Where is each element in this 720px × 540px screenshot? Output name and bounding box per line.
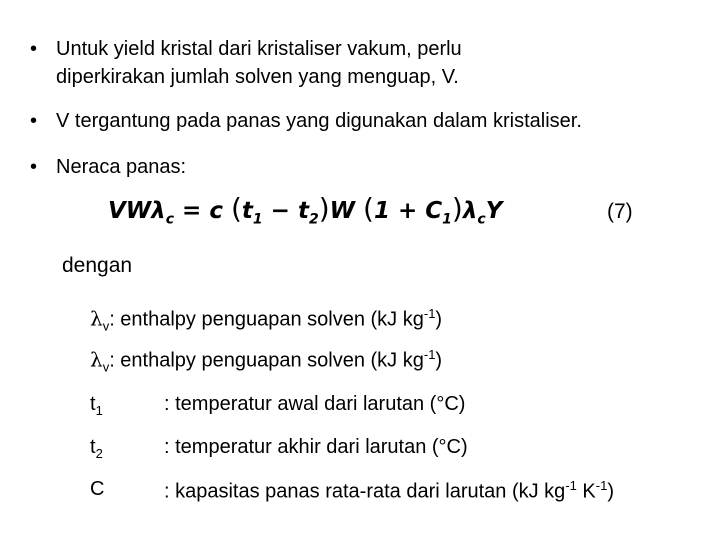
eq-w: W bbox=[329, 198, 356, 224]
definition-text: : enthalpy penguapan solven (kJ kg bbox=[109, 308, 424, 331]
eq-minus: − bbox=[262, 198, 298, 224]
equation-number: (7) bbox=[607, 200, 633, 223]
eq-paren-close: ) bbox=[318, 192, 330, 225]
definition-tail: ) bbox=[435, 308, 443, 331]
eq-t1-sub: 1 bbox=[252, 211, 263, 228]
eq-lambda: λ bbox=[462, 198, 478, 224]
definition-text: : temperatur awal dari larutan (°C) bbox=[164, 393, 466, 415]
heat-balance-equation bbox=[108, 192, 502, 228]
eq-lhs-sub: c bbox=[165, 211, 175, 228]
bullet-text-line: Untuk yield kristal dari kristaliser vakum, perlu bbox=[56, 38, 462, 60]
definition-row bbox=[90, 347, 442, 375]
definition-symbol: C bbox=[90, 478, 105, 500]
definition-sup: -1 bbox=[423, 306, 436, 321]
eq-t1: t bbox=[241, 198, 253, 224]
definition-row bbox=[90, 306, 442, 334]
bullet-dot: • bbox=[30, 38, 38, 60]
definition-text: : temperatur akhir dari larutan (°C) bbox=[164, 436, 468, 458]
definition-symbol-sub: v bbox=[102, 318, 110, 334]
eq-paren-close-2: ) bbox=[451, 192, 463, 225]
definition-mid: K bbox=[576, 480, 596, 503]
dengan-label: dengan bbox=[62, 254, 133, 277]
definition-tail: ) bbox=[607, 480, 615, 503]
eq-paren-open: ( bbox=[230, 192, 242, 225]
definition-sup: -1 bbox=[423, 347, 436, 362]
definition-row bbox=[90, 393, 466, 418]
definition-symbol: t bbox=[90, 393, 96, 415]
definition-symbol: λ bbox=[90, 347, 103, 372]
definition-symbol: λ bbox=[90, 306, 103, 331]
eq-one-plus-c: 1 + C bbox=[373, 198, 443, 224]
definition-symbol: t bbox=[90, 436, 96, 458]
bullet-text-line: Neraca panas: bbox=[56, 156, 187, 178]
eq-lambda-sub: c bbox=[477, 211, 486, 228]
definition-text-group bbox=[164, 478, 614, 504]
definition-row bbox=[90, 436, 468, 461]
eq-lhs: VWλ bbox=[108, 198, 166, 224]
definition-symbol-sub: v bbox=[102, 359, 110, 375]
bullet-dot: • bbox=[30, 156, 38, 178]
definition-sup2: -1 bbox=[595, 478, 608, 493]
bullet-text-line: V tergantung pada panas yang digunakan dalam kristaliser. bbox=[56, 110, 582, 132]
eq-y: Y bbox=[485, 198, 503, 224]
eq-paren-open-2: ( bbox=[363, 192, 374, 225]
definition-text: : enthalpy penguapan solven (kJ kg bbox=[109, 349, 424, 372]
eq-equals: = c bbox=[174, 198, 231, 224]
definition-tail: ) bbox=[435, 349, 443, 372]
eq-t2-sub: 2 bbox=[308, 211, 319, 228]
definition-row bbox=[90, 478, 615, 503]
bullet-dot: • bbox=[30, 110, 38, 132]
bullet-text-line: diperkirakan jumlah solven yang menguap, V. bbox=[56, 66, 459, 88]
eq-t2: t bbox=[297, 198, 309, 224]
definition-symbol-sub: 2 bbox=[95, 446, 103, 461]
definition-text: : kapasitas panas rata-rata dari larutan (kJ kg bbox=[164, 480, 566, 503]
definition-symbol-sub: 1 bbox=[95, 403, 103, 418]
definition-sup: -1 bbox=[565, 478, 577, 493]
eq-c-sub: 1 bbox=[442, 211, 452, 228]
